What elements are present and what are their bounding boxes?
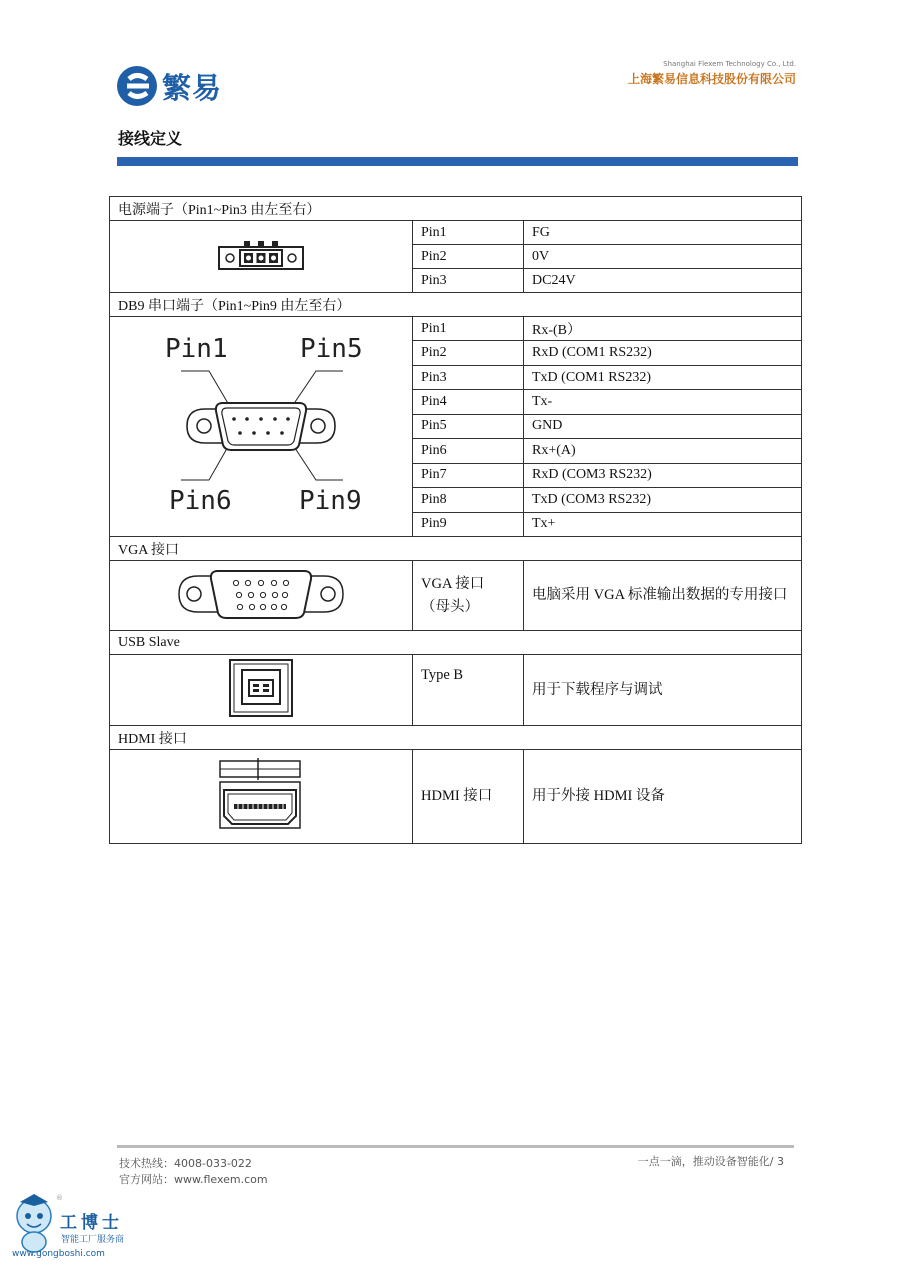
pin-label: Pin2 xyxy=(413,245,524,269)
hdmi-image xyxy=(110,750,413,844)
watermark-name: 工博士 xyxy=(60,1213,123,1233)
vga-desc: 电脑采用 VGA 标准输出数据的专用接口 xyxy=(524,561,802,631)
svg-text:®: ® xyxy=(56,1194,63,1202)
db9-label-pin6: Pin6 xyxy=(169,486,232,516)
hdmi-connector-icon xyxy=(216,758,306,832)
watermark-url: www.gongboshi.com xyxy=(12,1249,105,1259)
footer-hotline: 技术热线：4008-033-022 xyxy=(119,1157,252,1170)
pin-label: Pin9 xyxy=(413,512,524,537)
hdmi-name: HDMI 接口 xyxy=(413,750,524,844)
section-header-power xyxy=(110,197,802,221)
db9-label-pin9: Pin9 xyxy=(299,486,362,516)
pin-label: Pin5 xyxy=(413,414,524,438)
power-section-title: 电源端子（Pin1~Pin3 由左至右） xyxy=(110,197,802,221)
db9-label-pin1: Pin1 xyxy=(165,334,228,364)
vga-name-cell xyxy=(413,561,524,631)
usb-type: Type B xyxy=(413,655,524,726)
pin-label: Pin3 xyxy=(413,365,524,389)
usb-section-title: USB Slave xyxy=(110,631,802,655)
section-header-vga xyxy=(110,537,802,561)
pin-label: Pin3 xyxy=(413,269,524,293)
table-row xyxy=(110,221,802,245)
logo-text: 繁易 xyxy=(162,71,223,105)
power-terminal-icon xyxy=(216,237,306,273)
pin-label: Pin1 xyxy=(413,221,524,245)
pin-desc: TxD (COM1 RS232) xyxy=(524,365,802,389)
hdmi-desc: 用于外接 HDMI 设备 xyxy=(524,750,802,844)
section-header-db9 xyxy=(110,293,802,317)
footer-slogan: 一点一滴，推动设备智能化/ 3 xyxy=(637,1155,784,1168)
section-header-hdmi xyxy=(110,726,802,750)
db9-label-pin5: Pin5 xyxy=(300,334,363,364)
vga-image xyxy=(110,561,413,631)
pin-desc: RxD (COM1 RS232) xyxy=(524,341,802,365)
pin-desc: Tx+ xyxy=(524,512,802,537)
vga-name: VGA 接口 xyxy=(421,575,485,592)
pin-desc: TxD (COM3 RS232) xyxy=(524,488,802,512)
pin-label: Pin4 xyxy=(413,390,524,414)
footer-website: 官方网站：www.flexem.com xyxy=(119,1173,268,1186)
pin-desc: DC24V xyxy=(524,269,802,293)
pin-label: Pin7 xyxy=(413,463,524,487)
pin-desc: 0V xyxy=(524,245,802,269)
pin-desc: Tx- xyxy=(524,390,802,414)
page-title: 接线定义 xyxy=(118,129,183,148)
hdmi-section-title: HDMI 接口 xyxy=(110,726,802,750)
power-terminal-image xyxy=(110,221,413,293)
table-row xyxy=(110,561,802,631)
table-row xyxy=(110,750,802,844)
pin-label: Pin2 xyxy=(413,341,524,365)
usb-desc: 用于下载程序与调试 xyxy=(524,655,802,726)
header-divider-bar xyxy=(117,157,798,166)
wiring-table xyxy=(109,196,802,844)
pin-label: Pin6 xyxy=(413,439,524,463)
pin-label: Pin8 xyxy=(413,488,524,512)
pin-label: Pin1 xyxy=(413,317,524,341)
pin-desc: RxD (COM3 RS232) xyxy=(524,463,802,487)
section-header-usb xyxy=(110,631,802,655)
company-name-cn: 上海繁易信息科技股份有限公司 xyxy=(627,72,796,86)
table-row xyxy=(110,655,802,726)
vga-connector-icon xyxy=(176,568,346,620)
watermark-subtitle: 智能工厂服务商 xyxy=(61,1235,125,1245)
company-name-en: Shanghai Flexem Technology Co., Ltd. xyxy=(663,60,796,68)
vga-section-title: VGA 接口 xyxy=(110,537,802,561)
pin-desc: Rx+(A) xyxy=(524,439,802,463)
usb-b-connector-icon xyxy=(228,658,294,718)
pin-desc: GND xyxy=(524,414,802,438)
db9-section-title: DB9 串口端子（Pin1~Pin9 由左至右） xyxy=(110,293,802,317)
usb-image xyxy=(110,655,413,726)
vga-gender: （母头） xyxy=(421,598,479,615)
db9-connector-icon xyxy=(111,317,411,532)
db9-diagram xyxy=(110,317,413,537)
footer-divider xyxy=(117,1145,794,1148)
table-row xyxy=(110,317,802,341)
pin-desc: Rx-(B） xyxy=(524,317,802,341)
pin-desc: FG xyxy=(524,221,802,245)
